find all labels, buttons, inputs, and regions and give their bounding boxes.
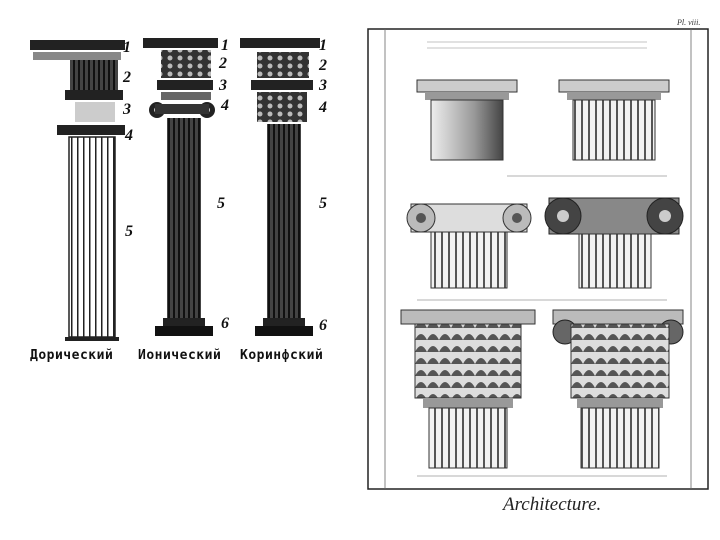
part-number: 2 xyxy=(219,55,227,72)
plate-title: Architecture. xyxy=(503,494,602,515)
classical-orders-figure xyxy=(25,30,345,375)
part-number: 3 xyxy=(319,77,327,94)
plate-number: Pl. viii. xyxy=(677,18,701,27)
part-number: 5 xyxy=(217,195,225,212)
doric-column xyxy=(30,40,125,341)
part-number: 4 xyxy=(221,97,229,114)
part-number: 2 xyxy=(319,57,327,74)
caption-ionic: Ионический xyxy=(138,348,222,363)
part-number: 6 xyxy=(319,317,327,334)
caption-doric: Дорический xyxy=(30,348,114,363)
part-number: 4 xyxy=(125,127,133,144)
part-number: 5 xyxy=(125,223,133,240)
ionic-column xyxy=(143,38,218,336)
part-number: 3 xyxy=(219,77,227,94)
part-number: 2 xyxy=(123,69,131,86)
corinthian-column xyxy=(240,38,320,336)
part-number: 5 xyxy=(319,195,327,212)
doric-capital xyxy=(559,80,669,160)
part-number: 4 xyxy=(319,99,327,116)
tuscan-capital xyxy=(417,80,517,160)
part-number: 1 xyxy=(123,39,131,56)
part-number: 6 xyxy=(221,315,229,332)
architecture-plate xyxy=(367,28,709,490)
part-number: 1 xyxy=(319,37,327,54)
caption-corinthian: Коринфский xyxy=(240,348,324,363)
part-number: 1 xyxy=(221,37,229,54)
part-number: 3 xyxy=(123,101,131,118)
